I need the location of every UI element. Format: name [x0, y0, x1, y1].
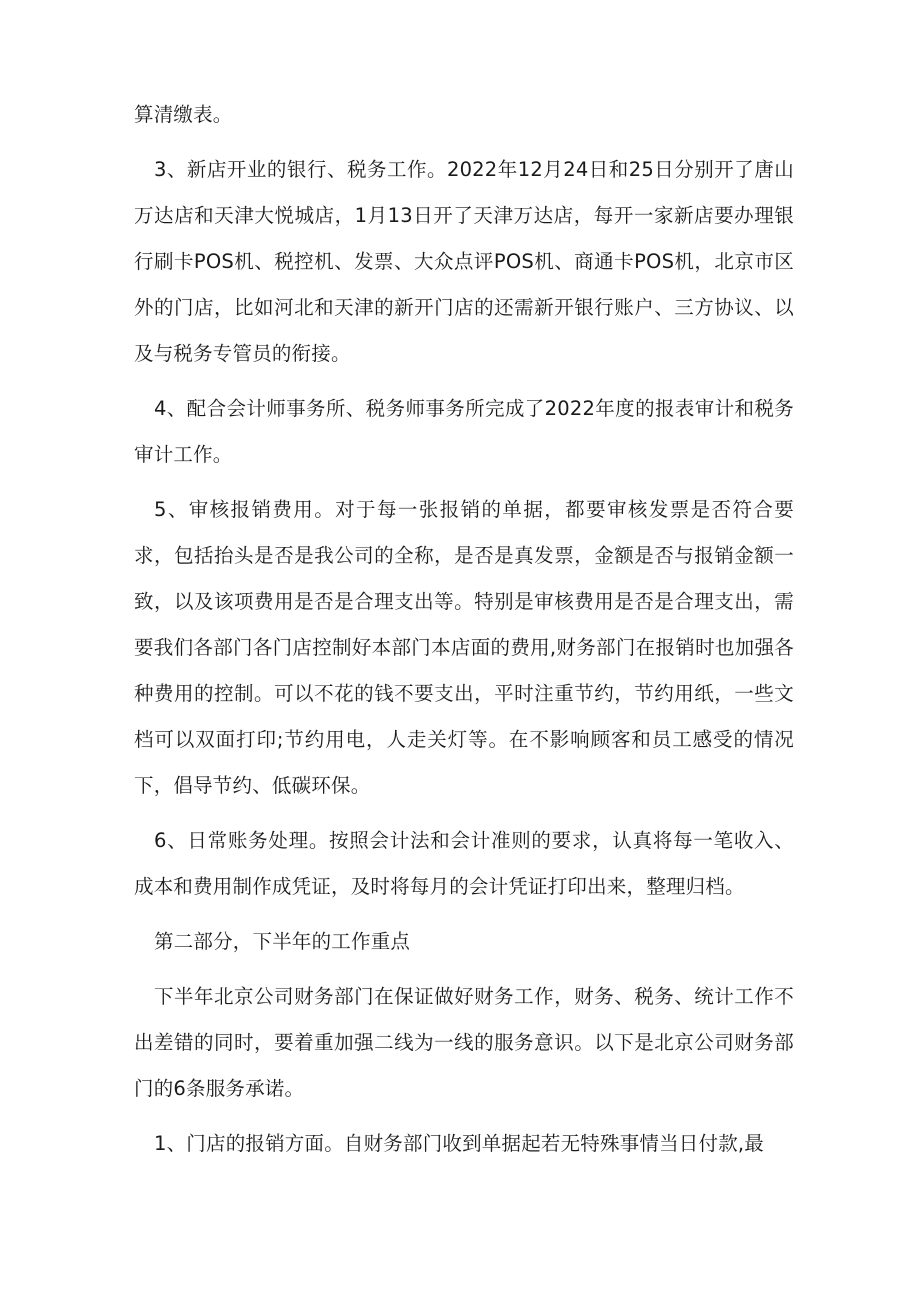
paragraph-item-5: 5、审核报销费用。对于每一张报销的单据，都要审核发票是否符合要求，包括抬头是否是我公司的全称，是否是真发票，金额是否与报销金额一致，以及该项费用是否是合理支出等。特别是审核费用是否是合理支出，需要我们各部门各门店控制好本部门本店面的费用,财务部门在报销时也加强各种费用的控制。可以不花的钱不要支出，平时注重节约，节约用纸，一些文档可以双面打印;节约用电，人走关灯等。在不影响顾客和员工感受的情况下，倡导节约、低碳环保。: [134, 498, 794, 797]
section-heading-part-two: 第二部分，下半年的工作重点: [154, 930, 411, 953]
paragraph-item-3: 3、新店开业的银行、税务工作。2022年12月24日和25日分别开了唐山万达店和天津大悦城店，1月13日开了天津万达店，每开一家新店要办理银行刷卡POS机、税控机、发票、大众点评POS机、商通卡POS机，北京市区外的门店，比如河北和天津的新开门店的还需新开银行账户、三方协议、以及与税务专管员的衔接。: [134, 158, 794, 365]
paragraph-item-6: 6、日常账务处理。按照会计法和会计准则的要求，认真将每一笔收入、成本和费用制作成凭证，及时将每月的会计凭证打印出来，整理归档。: [134, 829, 794, 898]
paragraph-intro-second-half: 下半年北京公司财务部门在保证做好财务工作，财务、税务、统计工作不出差错的同时，要着重加强二线为一线的服务意识。以下是北京公司财务部门的6条服务承诺。: [134, 985, 794, 1100]
paragraph-item-4: 4、配合会计师事务所、税务师事务所完成了2022年度的报表审计和税务审计工作。: [134, 397, 794, 466]
paragraph-commitment-1: 1、门店的报销方面。自财务部门收到单据起若无特殊事情当日付款,最: [154, 1132, 765, 1155]
paragraph-1: 算清缴表。: [134, 103, 233, 126]
document-body: [134, 92, 794, 1176]
